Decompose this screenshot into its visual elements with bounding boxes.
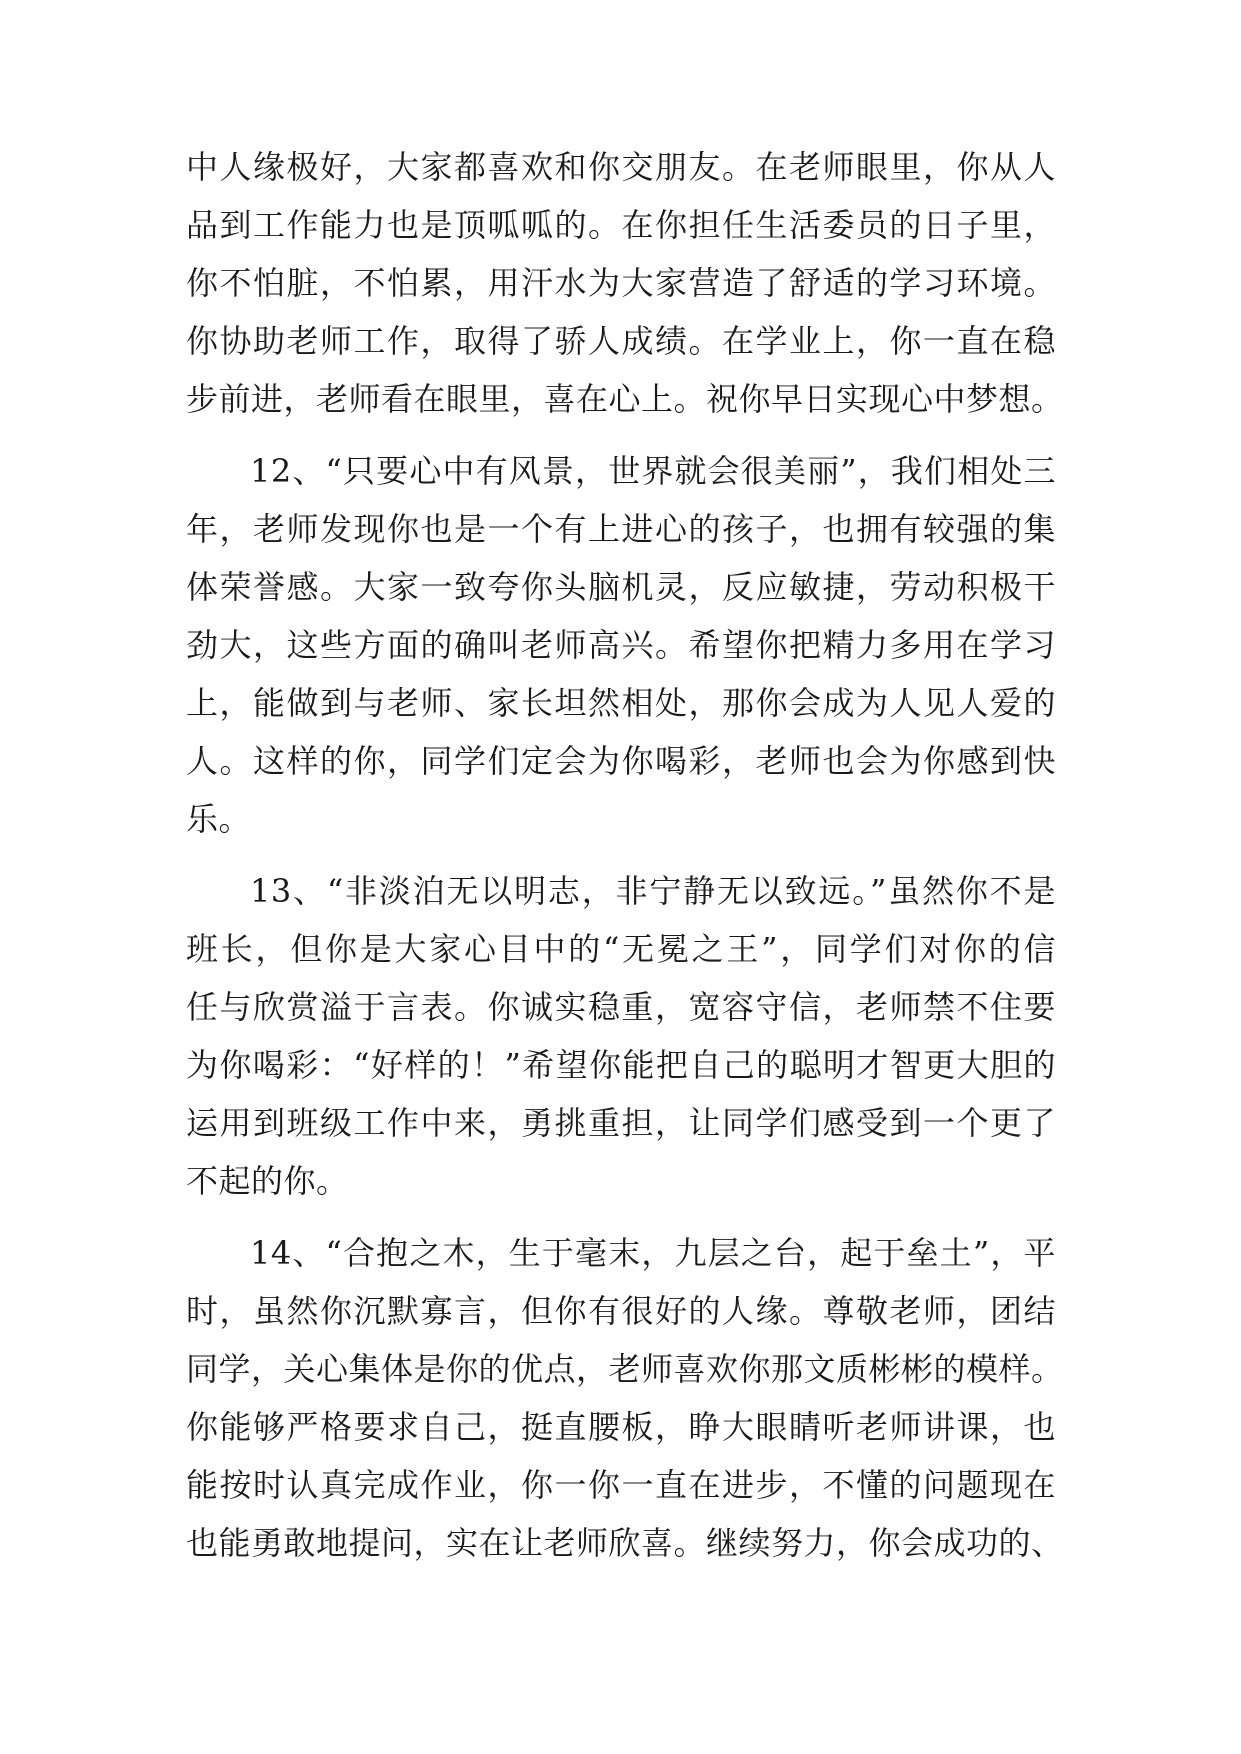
- text-line: 时，虽然你沉默寡言，但你有很好的人缘。尊敬老师，团结: [186, 1292, 1056, 1330]
- paragraph-12: [186, 442, 1056, 848]
- text-line: 中人缘极好，大家都喜欢和你交朋友。在老师眼里，你从人: [186, 148, 1056, 186]
- text-line: 任与欣赏溢于言表。你诚实稳重，宽容守信，老师禁不住要: [186, 988, 1056, 1026]
- text-line: 你协助老师工作，取得了骄人成绩。在学业上，你一直在稳: [186, 322, 1056, 360]
- text-line: 13、“非淡泊无以明志，非宁静无以致远。”虽然你不是: [250, 872, 1056, 910]
- text-line: 人。这样的你，同学们定会为你喝彩，老师也会为你感到快: [186, 742, 1056, 780]
- text-line: 不起的你。: [186, 1162, 349, 1200]
- text-line: 体荣誉感。大家一致夸你头脑机灵，反应敏捷，劳动积极干: [186, 568, 1056, 606]
- text-line: 你能够严格要求自己，挺直腰板，睁大眼睛听老师讲课，也: [186, 1408, 1056, 1446]
- text-line: 也能勇敢地提问，实在让老师欣喜。继续努力，你会成功的、: [186, 1524, 1064, 1562]
- text-line: 步前进，老师看在眼里，喜在心上。祝你早日实现心中梦想。: [186, 380, 1064, 418]
- text-line: 你不怕脏，不怕累，用汗水为大家营造了舒适的学习环境。: [186, 264, 1056, 302]
- document-body: [186, 138, 1064, 1586]
- paragraph-11-continued: [186, 138, 1064, 428]
- text-line: 劲大，这些方面的确叫老师高兴。希望你把精力多用在学习: [186, 626, 1056, 664]
- text-line: 为你喝彩：“好样的！”希望你能把自己的聪明才智更大胆的: [186, 1046, 1056, 1084]
- text-line: 14、“合抱之木，生于毫末，九层之台，起于垒土”，平: [250, 1234, 1056, 1272]
- text-line: 上，能做到与老师、家长坦然相处，那你会成为人见人爱的: [186, 684, 1056, 722]
- paragraph-13: [186, 862, 1056, 1210]
- paragraph-14: [186, 1224, 1064, 1572]
- text-line: 运用到班级工作中来，勇挑重担，让同学们感受到一个更了: [186, 1104, 1056, 1142]
- text-line: 班长，但你是大家心目中的“无冕之王”，同学们对你的信: [186, 930, 1056, 968]
- text-line: 品到工作能力也是顶呱呱的。在你担任生活委员的日子里，: [186, 206, 1056, 244]
- text-line: 同学，关心集体是你的优点，老师喜欢你那文质彬彬的模样。: [186, 1350, 1064, 1388]
- text-line: 年，老师发现你也是一个有上进心的孩子，也拥有较强的集: [186, 510, 1056, 548]
- text-line: 12、“只要心中有风景，世界就会很美丽”，我们相处三: [250, 452, 1056, 490]
- text-line: 乐。: [186, 800, 252, 838]
- text-line: 能按时认真完成作业，你一你一直在进步，不懂的问题现在: [186, 1466, 1056, 1504]
